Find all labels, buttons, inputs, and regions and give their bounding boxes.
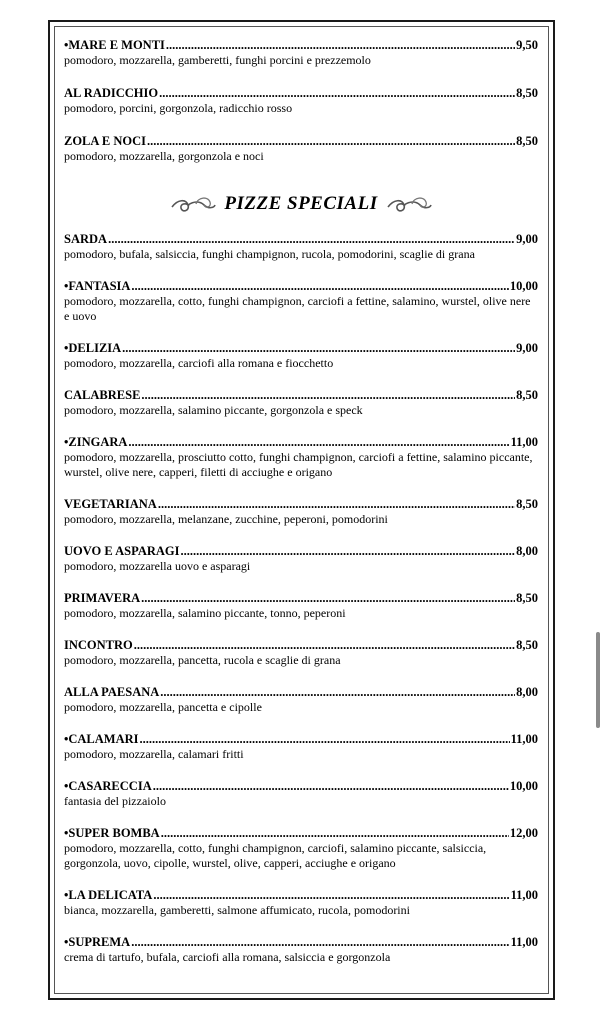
leader-dots xyxy=(141,388,515,403)
menu-item xyxy=(64,732,538,762)
menu-item-line xyxy=(64,435,538,450)
leader-dots xyxy=(158,497,515,512)
menu-item-description: pomodoro, mozzarella, salamino piccante, tonno, peperoni xyxy=(64,606,346,620)
menu-item-name: •LA DELICATA xyxy=(64,888,153,902)
menu-item-line xyxy=(64,134,538,149)
menu-item xyxy=(64,86,538,116)
menu-item xyxy=(64,591,538,621)
menu-item-name: ZOLA E NOCI xyxy=(64,134,146,148)
section-title: PIZZE SPECIALI xyxy=(224,193,378,214)
leader-dots xyxy=(153,888,509,903)
menu-item-description: pomodoro, mozzarella, salamino piccante, gorgonzola e speck xyxy=(64,403,363,417)
menu-item-price: 8,50 xyxy=(516,591,538,605)
menu-item-price: 12,00 xyxy=(509,826,538,840)
menu-item xyxy=(64,279,538,324)
menu-item-description: pomodoro, mozzarella, calamari fritti xyxy=(64,747,244,761)
menu-item xyxy=(64,685,538,715)
menu-item-price: 9,00 xyxy=(516,232,538,246)
menu-item xyxy=(64,341,538,371)
leader-dots xyxy=(128,435,509,450)
menu-item-price: 11,00 xyxy=(510,732,538,746)
menu-item xyxy=(64,544,538,574)
menu-item xyxy=(64,638,538,668)
menu-item-description: bianca, mozzarella, gamberetti, salmone affumicato, rucola, pomodorini xyxy=(64,903,410,917)
menu-item-name: •SUPER BOMBA xyxy=(64,826,160,840)
menu-item xyxy=(64,779,538,809)
menu-page xyxy=(64,38,538,965)
menu-item-line xyxy=(64,888,538,903)
menu-item-description: pomodoro, mozzarella, carciofi alla romana e fiocchetto xyxy=(64,356,334,370)
menu-item-description: pomodoro, mozzarella uovo e asparagi xyxy=(64,559,251,573)
menu-item-description: pomodoro, bufala, salsiccia, funghi champignon, rucola, pomodorini, scaglie di grana xyxy=(64,247,475,261)
menu-item xyxy=(64,38,538,68)
menu-item-line xyxy=(64,279,538,294)
leader-dots xyxy=(153,779,509,794)
menu-item-price: 10,00 xyxy=(509,279,538,293)
menu-item-line xyxy=(64,38,538,53)
leader-dots xyxy=(159,86,515,101)
menu-item-name: •DELIZIA xyxy=(64,341,122,355)
menu-item-line xyxy=(64,341,538,356)
leader-dots xyxy=(131,935,509,950)
menu-item xyxy=(64,497,538,527)
menu-item-price: 8,50 xyxy=(516,134,538,148)
leader-dots xyxy=(181,544,516,559)
menu-item-description: pomodoro, mozzarella, pancetta, rucola e scaglie di grana xyxy=(64,653,341,667)
top-items-list xyxy=(64,38,538,164)
menu-item-price: 9,50 xyxy=(516,38,538,52)
menu-item-price: 8,00 xyxy=(516,685,538,699)
menu-item-description: pomodoro, mozzarella, gorgonzola e noci xyxy=(64,149,264,163)
leader-dots xyxy=(131,279,508,294)
menu-item xyxy=(64,134,538,164)
menu-item-description: pomodoro, mozzarella, cotto, funghi champignon, carciofi a fettine, salamino, wurstel, olive nere e uovo xyxy=(64,294,531,323)
menu-item-name: CALABRESE xyxy=(64,388,141,402)
menu-item-line xyxy=(64,826,538,841)
menu-item-line xyxy=(64,232,538,247)
menu-item-price: 8,50 xyxy=(516,86,538,100)
menu-item-name: •CASARECCIA xyxy=(64,779,152,793)
leader-dots xyxy=(134,638,515,653)
leader-dots xyxy=(140,732,510,747)
menu-item-line xyxy=(64,779,538,794)
menu-item xyxy=(64,935,538,965)
menu-item xyxy=(64,388,538,418)
menu-item-description: pomodoro, mozzarella, prosciutto cotto, funghi champignon, carciofi a fettine, salamino piccante, wurstel, olive nere, capperi, filetti di acciughe e origano xyxy=(64,450,533,479)
menu-item-line xyxy=(64,86,538,101)
menu-item-price: 11,00 xyxy=(510,888,538,902)
menu-item-name: PRIMAVERA xyxy=(64,591,141,605)
leader-dots xyxy=(108,232,515,247)
menu-item-price: 8,50 xyxy=(516,388,538,402)
menu-item xyxy=(64,232,538,262)
menu-item xyxy=(64,826,538,871)
menu-item-line xyxy=(64,685,538,700)
menu-item-name: AL RADICCHIO xyxy=(64,86,159,100)
leader-dots xyxy=(147,134,515,149)
menu-item-name: UOVO E ASPARAGI xyxy=(64,544,180,558)
leader-dots xyxy=(166,38,515,53)
menu-item-line xyxy=(64,544,538,559)
menu-item-price: 8,50 xyxy=(516,638,538,652)
menu-item-name: ALLA PAESANA xyxy=(64,685,160,699)
menu-item-line xyxy=(64,935,538,950)
menu-item-price: 11,00 xyxy=(510,435,538,449)
menu-item xyxy=(64,888,538,918)
menu-item-line xyxy=(64,591,538,606)
menu-item-name: •ZINGARA xyxy=(64,435,128,449)
menu-item-description: pomodoro, mozzarella, melanzane, zucchine, peperoni, pomodorini xyxy=(64,512,388,526)
leader-dots xyxy=(160,685,515,700)
leader-dots xyxy=(122,341,515,356)
menu-item-name: •FANTASIA xyxy=(64,279,131,293)
menu-item-price: 8,00 xyxy=(516,544,538,558)
menu-item-description: pomodoro, porcini, gorgonzola, radicchio rosso xyxy=(64,101,293,115)
menu-item-name: VEGETARIANA xyxy=(64,497,157,511)
menu-item-price: 10,00 xyxy=(509,779,538,793)
menu-item-price: 9,00 xyxy=(516,341,538,355)
leader-dots xyxy=(141,591,515,606)
leader-dots xyxy=(161,826,509,841)
menu-item xyxy=(64,435,538,480)
menu-item-price: 11,00 xyxy=(510,935,538,949)
menu-item-line xyxy=(64,497,538,512)
scroll-flourish-icon xyxy=(386,193,432,215)
menu-item-description: fantasia del pizzaiolo xyxy=(64,794,166,808)
menu-item-line xyxy=(64,732,538,747)
menu-item-name: •CALAMARI xyxy=(64,732,139,746)
menu-item-description: pomodoro, mozzarella, pancetta e cipolle xyxy=(64,700,262,714)
special-items-list xyxy=(64,232,538,965)
menu-item-name: •MARE E MONTI xyxy=(64,38,165,52)
menu-item-name: INCONTRO xyxy=(64,638,133,652)
scrollbar-thumb[interactable] xyxy=(596,632,600,728)
section-header xyxy=(64,176,538,232)
menu-item-description: crema di tartufo, bufala, carciofi alla romana, salsiccia e gorgonzola xyxy=(64,950,391,964)
menu-item-description: pomodoro, mozzarella, gamberetti, funghi porcini e prezzemolo xyxy=(64,53,371,67)
menu-item-name: SARDA xyxy=(64,232,108,246)
menu-item-line xyxy=(64,638,538,653)
menu-item-line xyxy=(64,388,538,403)
scroll-flourish-icon xyxy=(170,193,216,215)
menu-item-name: •SUPREMA xyxy=(64,935,131,949)
menu-item-price: 8,50 xyxy=(516,497,538,511)
menu-item-description: pomodoro, mozzarella, cotto, funghi champignon, carciofi, salamino piccante, salsiccia, gorgonzola, uovo, cipolle, wurstel, olive, capperi, acciughe e origano xyxy=(64,841,487,870)
